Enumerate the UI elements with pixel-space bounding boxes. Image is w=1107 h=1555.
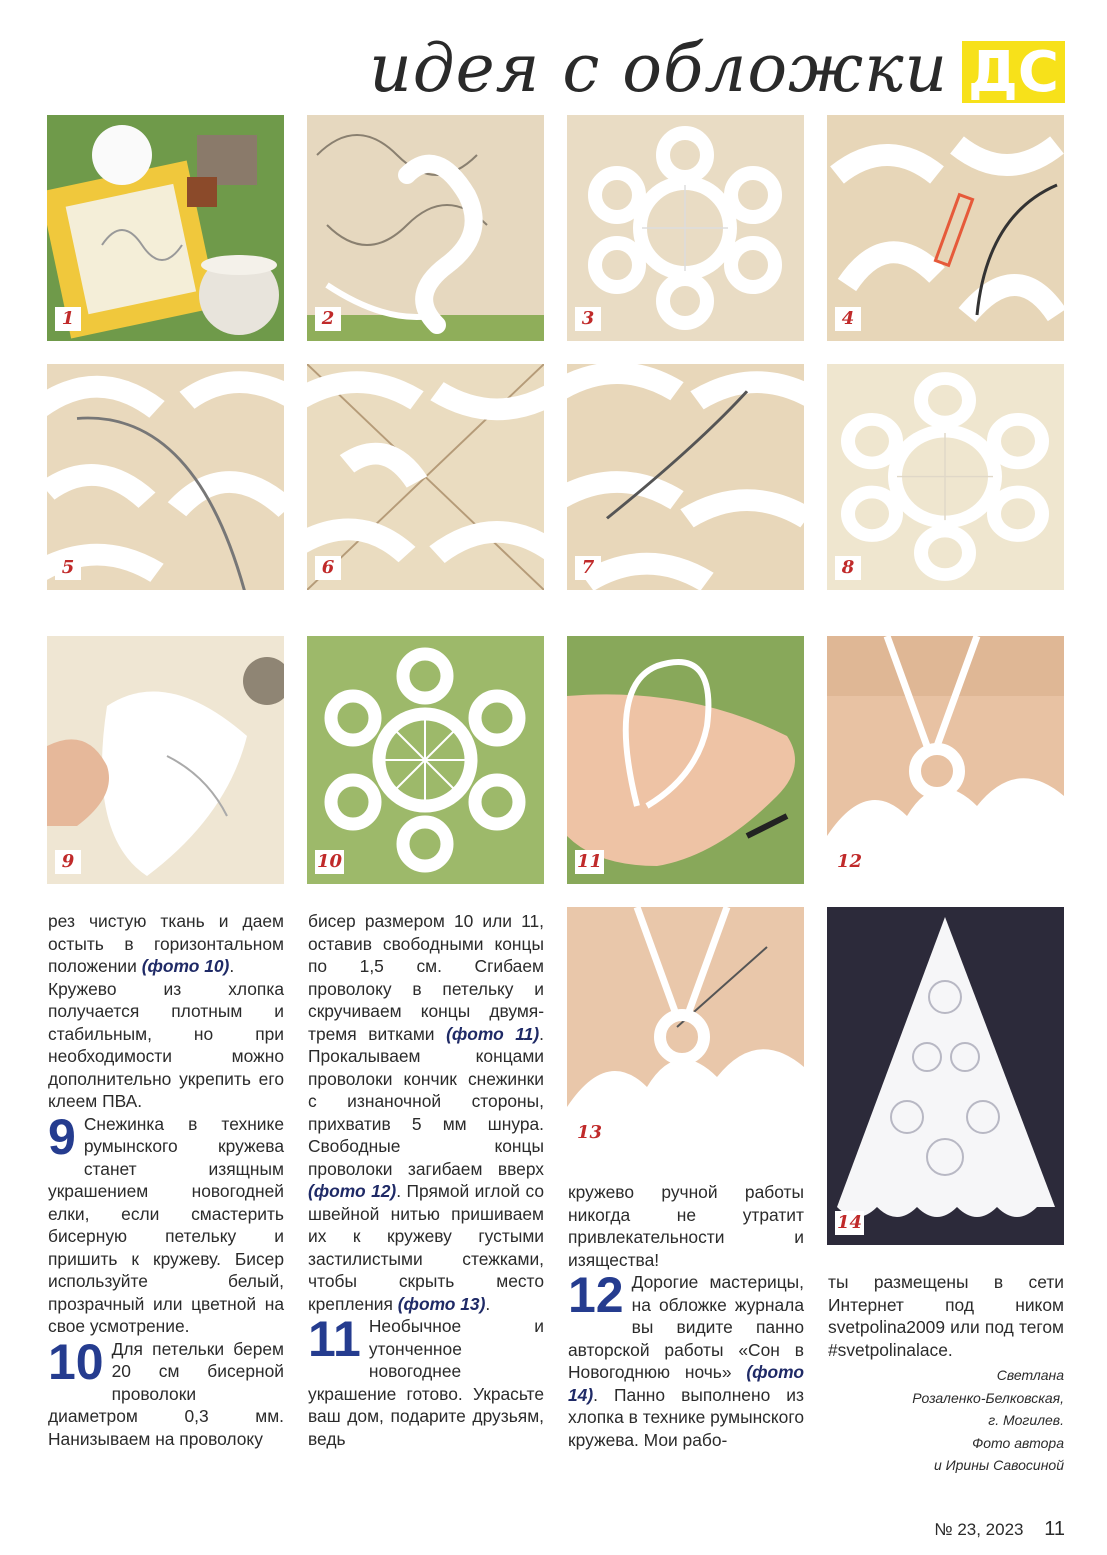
text-column-1 — [48, 910, 284, 1450]
photo-number: 13 — [577, 1122, 603, 1143]
credit-line: г. Могилев. — [988, 1412, 1064, 1428]
photo-3 — [567, 115, 804, 341]
photo-5 — [47, 364, 284, 590]
step-number: 9 — [48, 1108, 76, 1165]
page-footer — [934, 1518, 1065, 1541]
step-number: 12 — [568, 1267, 624, 1323]
credit-line: Фото автора — [972, 1434, 1064, 1451]
photo-6 — [307, 364, 544, 590]
photo-7 — [567, 364, 804, 590]
step-11: 11 Необычное и утонченное новогоднее украшение готово. Украсьте ваш дом, подарите друзьям, ведь — [308, 1311, 544, 1449]
step-number: 11 — [308, 1311, 361, 1367]
issue-number: № 23, 2023 — [934, 1520, 1024, 1539]
photo-number: 9 — [55, 850, 81, 874]
photo-number: 11 — [577, 851, 603, 872]
step-9: 9 Снежинка в технике румынского кружева станет изящным украшением новогодней елки, если смастерить бисерную петельку и пришить к кружеву. Бисер используйте белый, прозрачный или цветной на свое усмотрение. — [48, 1108, 284, 1336]
photo-number: 14 — [837, 1212, 863, 1233]
page-header — [369, 30, 1065, 107]
photo-number: 7 — [575, 556, 601, 580]
step-12: 12 Дорогие мастерицы, на обложке журнала вы видите панно авторской работы «Сон в Новогоднюю ночь» (фото 14). Панно выполнено из хлопка в технике румынского кружева. Мои рабо- — [568, 1267, 804, 1450]
photo-reference: (фото 14) — [568, 1362, 804, 1405]
page-number: 11 — [1044, 1518, 1065, 1540]
photo-number: 2 — [315, 307, 341, 331]
author-credits — [830, 1364, 1064, 1477]
photo-number: 5 — [55, 556, 81, 580]
paragraph: бисер размером 10 или 11, оставив свободными концы по 1,5 см. Сгибаем проволоку в петельку и скручиваем концы двумя-тремя витками (фото 11). Прокалываем концами проволоки кончик снежинки с изнаночной стороны, прихватив 5 мм шнура. Свободные концы проволоки загибаем вверх (фото 12). Прямой иглой со швейной нитью пришиваем их к кружеву густыми застилистыми стежками, чтобы скрыть место крепления (фото 13). — [308, 911, 545, 1314]
photo-reference: (фото 12) — [308, 1181, 397, 1201]
photo-number: 6 — [315, 556, 341, 580]
credit-line: и Ирины Савосиной — [933, 1457, 1064, 1473]
photo-reference: (фото 13) — [397, 1293, 486, 1314]
credit-line: Светлана — [996, 1367, 1064, 1383]
photo-12 — [827, 636, 1064, 884]
photo-number: 1 — [55, 307, 81, 331]
text-column-4 — [828, 1271, 1064, 1361]
photo-number: 12 — [837, 851, 863, 872]
section-title: идея с обложки — [369, 30, 949, 107]
photo-4 — [827, 115, 1064, 341]
photo-11 — [567, 636, 804, 884]
photo-10 — [307, 636, 544, 884]
photo-13 — [567, 907, 804, 1155]
paragraph: рез чистую ткань и даем остыть в горизонтальном положении (фото 10). — [48, 911, 284, 976]
photo-1 — [47, 115, 284, 341]
photo-9 — [47, 636, 284, 884]
paragraph: Кружево из хлопка получается плотным и стабильным, но при необходимости можно дополнительно укрепить его клеем ПВА. — [48, 978, 284, 1111]
paragraph: ты размещены в сети Интернет под ником svetpolina2009 или под тегом #svetpolinalace. — [828, 1272, 1064, 1360]
step-10: 10 Для петельки берем 20 см бисерной проволоки диаметром 0,3 мм. Нанизываем на проволоку — [48, 1333, 284, 1449]
photo-number: 3 — [575, 307, 601, 331]
text-column-3 — [568, 1181, 804, 1451]
text-column-2 — [308, 910, 544, 1450]
magazine-logo: ДС — [962, 41, 1065, 103]
photo-reference: (фото 10) — [141, 956, 230, 976]
photo-number: 10 — [317, 851, 343, 872]
photo-reference: (фото 11) — [446, 1023, 540, 1044]
photo-number: 8 — [835, 556, 861, 580]
photo-14 — [827, 907, 1064, 1245]
step-number: 10 — [48, 1333, 104, 1390]
photo-8 — [827, 364, 1064, 590]
credit-line: Розаленко-Белковская, — [912, 1389, 1064, 1406]
photo-number: 4 — [835, 307, 861, 331]
paragraph: кружево ручной работы никогда не утратит привлекательности и изящества! — [568, 1182, 804, 1270]
photo-2 — [307, 115, 544, 341]
